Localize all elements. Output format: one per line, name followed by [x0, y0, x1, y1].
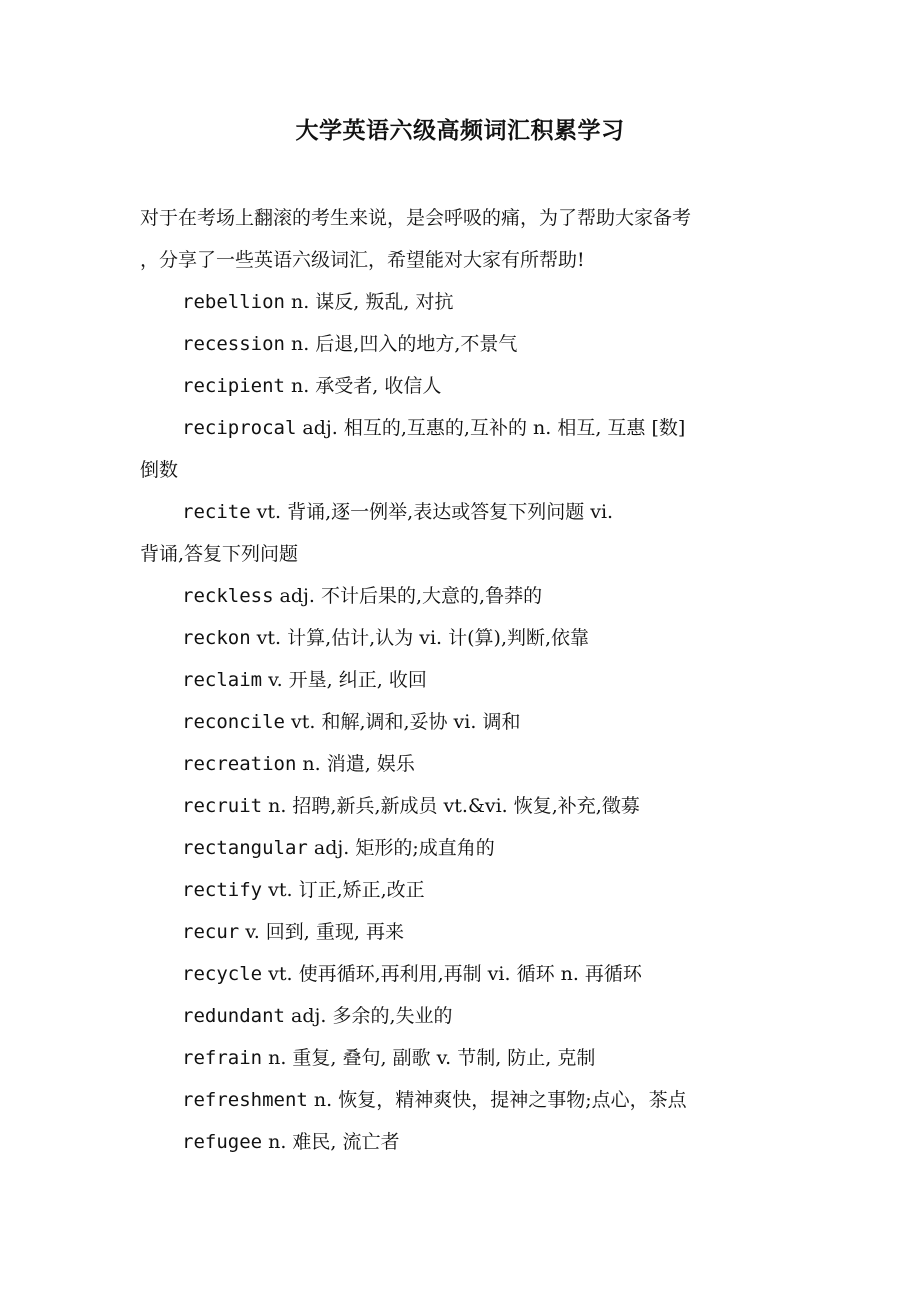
vocab-word: recipient — [182, 375, 285, 397]
vocab-definition: vt. 背诵,逐一例举,表达或答复下列问题 vi. — [250, 501, 614, 523]
vocab-entry — [140, 1121, 790, 1163]
vocab-definition: vt. 计算,估计,认为 vi. 计(算),判断,依靠 — [250, 627, 590, 649]
vocab-word: recession — [182, 333, 285, 355]
vocab-word: refrain — [182, 1047, 263, 1069]
vocab-definition: adj. 多余的,失业的 — [284, 1005, 453, 1027]
vocab-entry — [140, 911, 790, 953]
vocab-definition: v. 开垦, 纠正, 收回 — [262, 669, 427, 691]
vocab-definition: vt. 使再循环,再利用,再制 vi. 循环 n. 再循环 — [262, 963, 642, 985]
vocab-word: recruit — [182, 795, 263, 817]
vocab-definition: n. 招聘,新兵,新成员 vt.&vi. 恢复,补充,徵募 — [262, 795, 640, 817]
intro-line-2: ，分享了一些英语六级词汇，希望能对大家有所帮助! — [140, 249, 585, 271]
vocab-definition: n. 难民, 流亡者 — [262, 1131, 400, 1153]
vocab-entry — [140, 407, 790, 449]
vocab-definition: n. 恢复，精神爽快，提神之事物;点心，茶点 — [307, 1089, 687, 1111]
vocab-word: redundant — [182, 1005, 285, 1027]
vocab-word: reckon — [182, 627, 251, 649]
vocab-definition: n. 承受者, 收信人 — [284, 375, 442, 397]
vocab-entry — [140, 281, 790, 323]
vocab-word: rectangular — [182, 837, 308, 859]
vocab-entry — [140, 323, 790, 365]
vocabulary-list — [140, 281, 790, 1163]
vocab-definition: adj. 矩形的;成直角的 — [307, 837, 495, 859]
vocab-definition: vt. 订正,矫正,改正 — [262, 879, 425, 901]
vocab-word: recur — [182, 921, 240, 943]
vocab-definition: n. 消遣, 娱乐 — [296, 753, 415, 775]
vocab-definition: n. 重复, 叠句, 副歌 v. 节制, 防止, 克制 — [262, 1047, 596, 1069]
vocab-continuation: 倒数 — [140, 459, 179, 481]
vocab-word: rebellion — [182, 291, 285, 313]
vocab-entry — [140, 995, 790, 1037]
vocab-entry — [140, 701, 790, 743]
vocab-entry — [140, 575, 790, 617]
vocab-entry — [140, 659, 790, 701]
vocab-entry — [140, 491, 790, 533]
vocab-continuation: 背诵,答复下列问题 — [140, 543, 299, 565]
vocab-definition: n. 后退,凹入的地方,不景气 — [284, 333, 518, 355]
vocab-entry — [140, 869, 790, 911]
document-title: 大学英语六级高频词汇积累学习 — [295, 117, 625, 144]
vocab-word: reconcile — [182, 711, 285, 733]
vocab-definition: n. 谋反, 叛乱, 对抗 — [284, 291, 454, 313]
vocab-word: rectify — [182, 879, 263, 901]
vocab-word: recreation — [182, 753, 297, 775]
vocab-word: reclaim — [182, 669, 263, 691]
vocab-entry — [140, 1037, 790, 1079]
vocab-word: recite — [182, 501, 251, 523]
vocab-entry — [140, 617, 790, 659]
vocab-definition: v. 回到, 重现, 再来 — [239, 921, 404, 943]
vocab-entry — [140, 365, 790, 407]
vocab-entry — [140, 827, 790, 869]
vocab-word: refugee — [182, 1131, 263, 1153]
intro-line-1: 对于在考场上翻滚的考生来说，是会呼吸的痛，为了帮助大家备考 — [140, 207, 692, 229]
vocab-definition: adj. 不计后果的,大意的,鲁莽的 — [273, 585, 543, 607]
vocab-entry — [140, 785, 790, 827]
vocab-word: reciprocal — [182, 417, 297, 439]
vocab-word: refreshment — [182, 1089, 308, 1111]
vocab-entry — [140, 953, 790, 995]
vocab-word: reckless — [182, 585, 274, 607]
vocab-entry — [140, 743, 790, 785]
vocab-definition: adj. 相互的,互惠的,互补的 n. 相互, 互惠 [数] — [296, 417, 686, 439]
vocab-word: recycle — [182, 963, 263, 985]
vocab-entry — [140, 1079, 790, 1121]
intro-paragraph — [140, 197, 790, 281]
vocab-definition: vt. 和解,调和,妥协 vi. 调和 — [284, 711, 521, 733]
